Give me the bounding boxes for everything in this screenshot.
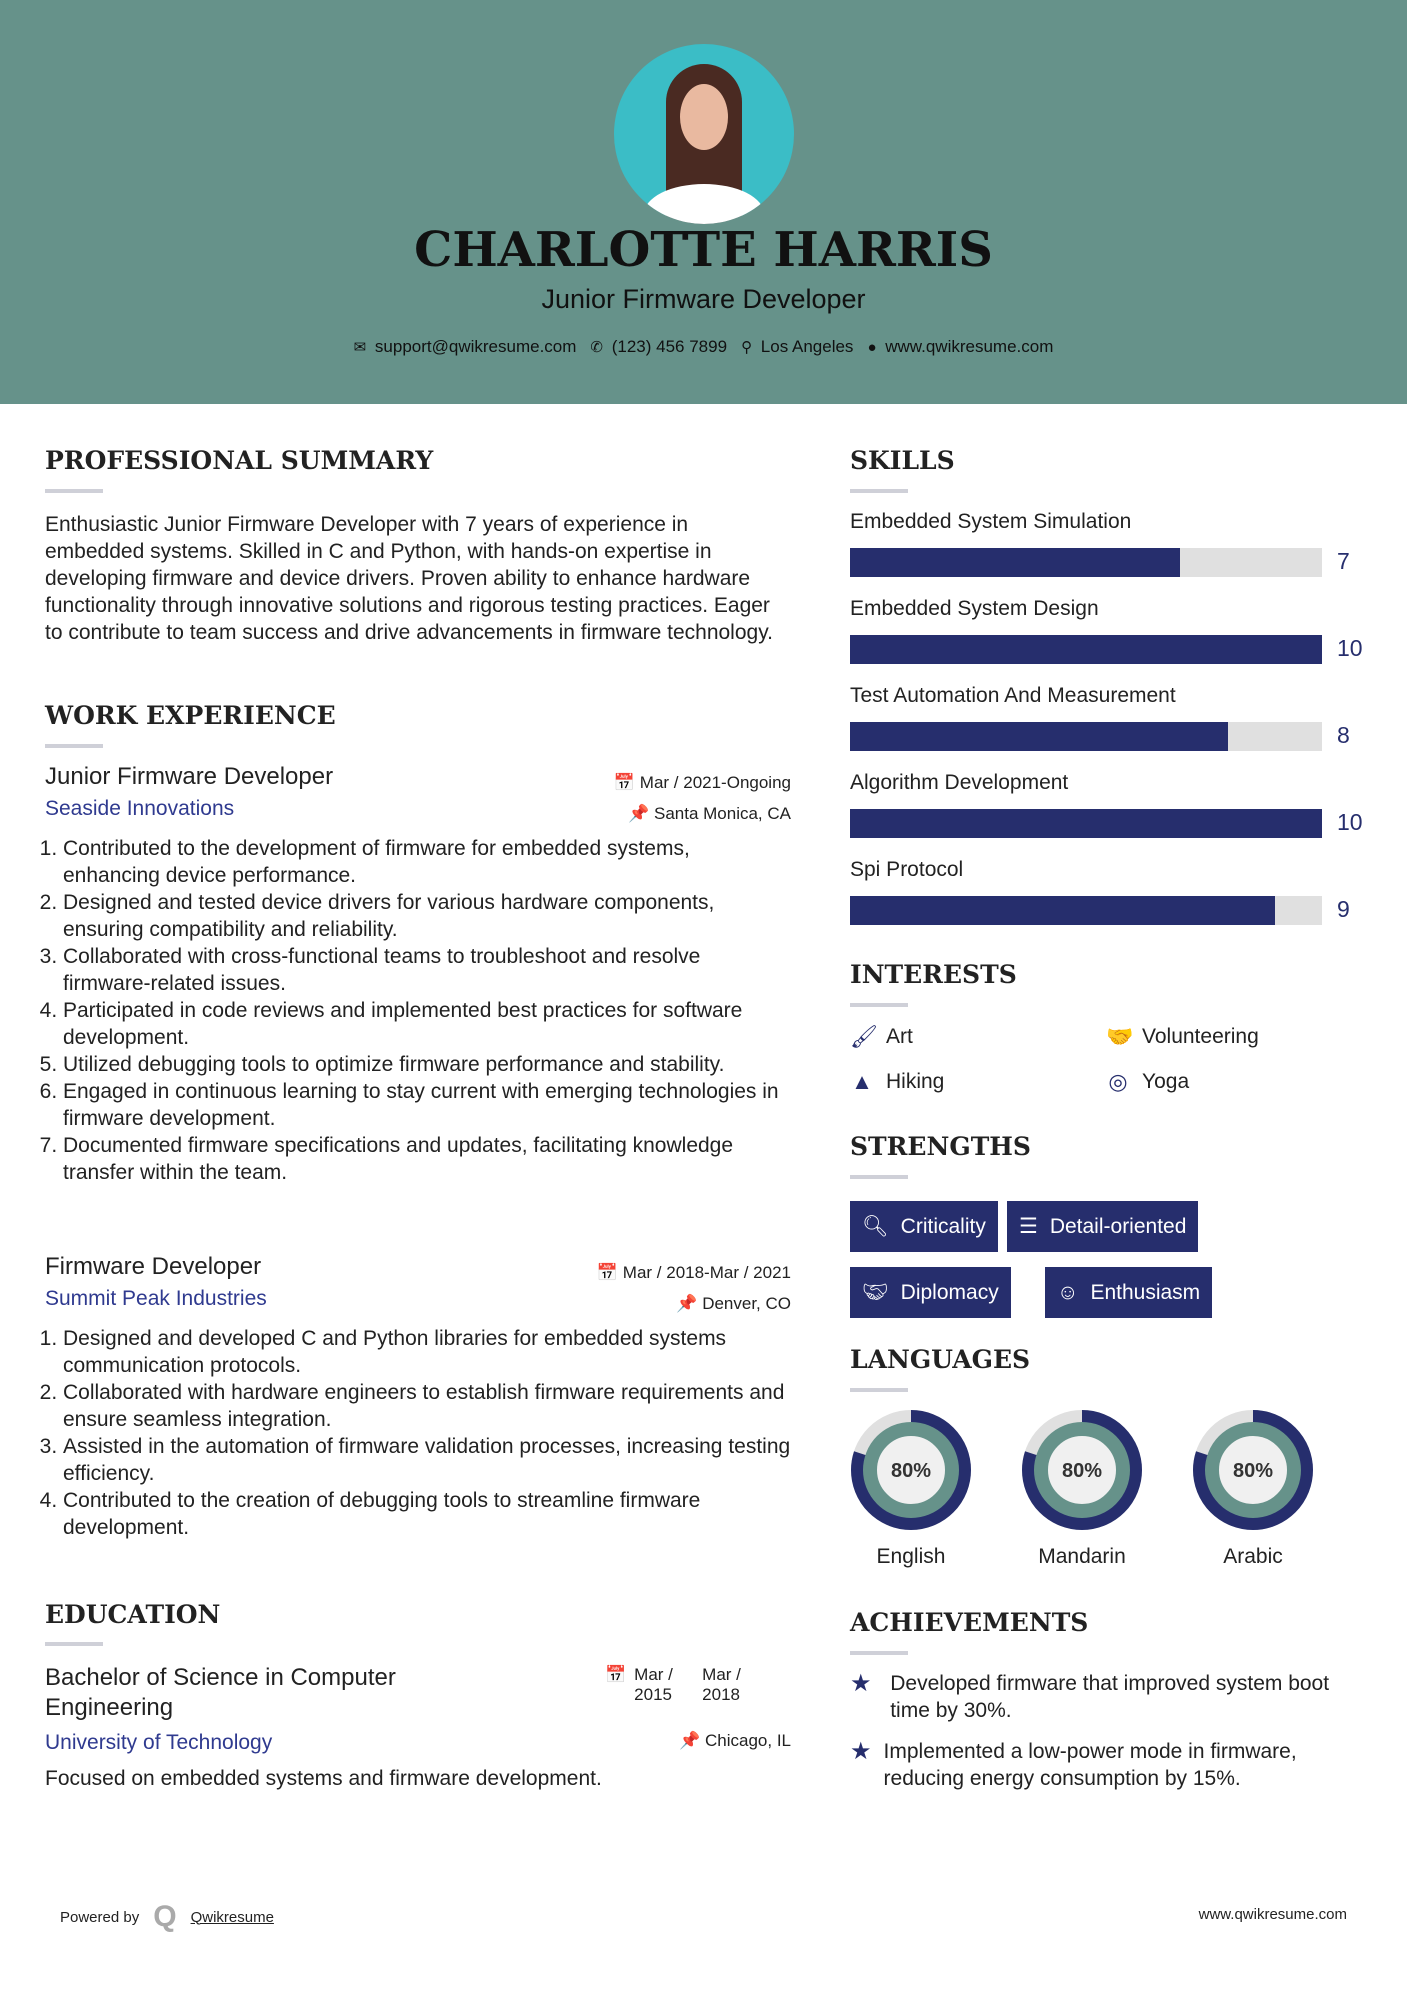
strengths-list: [850, 1201, 1360, 1321]
footer-brand: [60, 1900, 274, 1934]
list-item: 2. Designed and tested device drivers for various hardware components, ensuring compatibility and reliability.: [63, 889, 791, 943]
strength-tag: [850, 1201, 998, 1252]
footer-site[interactable]: www.qwikresume.com: [1198, 1906, 1347, 1923]
interest-item: [1106, 1069, 1189, 1095]
skill-value: 7: [1337, 548, 1350, 574]
email-link[interactable]: support@qwikresume.com: [374, 337, 577, 356]
interests-list: [850, 1024, 1360, 1104]
heading-rule: [850, 1003, 908, 1007]
pin-icon: 📌: [676, 1294, 698, 1313]
list-item: 5. Utilized debugging tools to optimize firmware performance and stability.: [63, 1051, 791, 1078]
smile-icon: ☺: [1057, 1280, 1079, 1304]
language-name: Arabic: [1223, 1545, 1283, 1568]
skill-label: Algorithm Development: [850, 771, 1069, 794]
skill-bar-fill: [850, 635, 1322, 664]
summary-heading: PROFESSIONAL SUMMARY: [45, 446, 434, 475]
resume-header: [0, 0, 1407, 404]
achievement-item: [850, 1670, 1360, 1724]
pin-icon: 📌: [679, 1731, 701, 1750]
language-percent: 80%: [890, 1460, 932, 1482]
skill-bar: [850, 809, 1322, 838]
skill-bar: [850, 548, 1322, 577]
lifering-icon: ◎: [1108, 1069, 1128, 1094]
skill-value: 10: [1337, 635, 1363, 661]
language-donut: [1192, 1409, 1314, 1531]
language-percent: 80%: [1061, 1460, 1103, 1482]
list-item: 4. Contributed to the creation of debugging tools to streamline firmware development.: [63, 1487, 791, 1541]
handshake-icon: 🤝: [1106, 1024, 1134, 1049]
skills-list: [850, 510, 1363, 930]
education-heading: EDUCATION: [45, 1600, 221, 1629]
skill-bar-fill: [850, 896, 1275, 925]
candidate-title: Junior Firmware Developer: [541, 284, 866, 314]
education-entry: [45, 1663, 791, 1792]
envelope-icon: ✉: [353, 339, 367, 356]
phone-icon: ✆: [590, 339, 603, 356]
list-item: 1. Contributed to the development of firmware for embedded systems, enhancing device performance.: [63, 835, 791, 889]
list-item: 4. Participated in code reviews and implemented best practices for software development.: [63, 997, 791, 1051]
interest-label: Hiking: [886, 1070, 945, 1093]
language-item: [850, 1409, 972, 1569]
website-link[interactable]: www.qwikresume.com: [885, 337, 1054, 356]
skill-label: Test Automation And Measurement: [850, 684, 1176, 707]
heading-rule: [45, 489, 103, 493]
strength-tag: [1007, 1201, 1198, 1252]
calendar-icon: 📅: [613, 773, 636, 792]
interest-label: Art: [886, 1025, 913, 1048]
strength-label: Detail-oriented: [1049, 1214, 1187, 1238]
pin-icon: 📌: [628, 804, 650, 823]
interest-item: [850, 1024, 913, 1050]
list-item: 3. Collaborated with cross-functional teams to troubleshoot and resolve firmware-related issues.: [63, 943, 791, 997]
school-name: University of Technology: [45, 1731, 273, 1754]
strength-tag: [850, 1267, 1011, 1318]
contact-bar: [0, 337, 1407, 357]
heading-rule: [45, 1642, 103, 1646]
list-item: 7. Documented firmware specifications and updates, facilitating knowledge transfer within the team.: [63, 1132, 791, 1186]
achievement-text: Implemented a low-power mode in firmware, reducing energy consumption by 15%.: [883, 1740, 1297, 1790]
strength-label: Criticality: [900, 1214, 986, 1238]
qwikresume-logo-icon: Q: [153, 1900, 177, 1933]
interest-label: Volunteering: [1142, 1025, 1259, 1048]
summary-text: Enthusiastic Junior Firmware Developer with 7 years of experience in embedded systems. Skilled in C and Python, with hands-on expertise in developing firmware and device drivers. Proven ability to enhance hardware functionality through innovative solutions and rigorous testing practices. Eager to contribute to team success and drive advancements in firmware technology.: [45, 513, 773, 644]
achievements-list: [850, 1670, 1360, 1830]
language-name: Mandarin: [1038, 1545, 1126, 1568]
skill-label: Spi Protocol: [850, 858, 964, 881]
skill-bar: [850, 722, 1322, 751]
list-item: 6. Engaged in continuous learning to stay current with emerging technologies in firmware development.: [63, 1078, 791, 1132]
achievements-heading: ACHIEVEMENTS: [850, 1608, 1089, 1637]
skill-value: 8: [1337, 722, 1350, 748]
edu-end: Mar / 2018: [702, 1665, 741, 1704]
company-name: Summit Peak Industries: [45, 1287, 267, 1310]
heading-rule: [850, 1175, 908, 1179]
language-percent: 80%: [1232, 1460, 1274, 1482]
skill-bar: [850, 896, 1322, 925]
skill-label: Embedded System Simulation: [850, 510, 1132, 533]
company-name: Seaside Innovations: [45, 797, 235, 820]
phone-text: (123) 456 7899: [611, 337, 728, 356]
skill-bar-fill: [850, 809, 1322, 838]
skill-value: 10: [1337, 809, 1363, 835]
skill-bar-fill: [850, 548, 1180, 577]
map-pin-icon: ⚲: [741, 339, 753, 356]
list-icon: ☰: [1019, 1215, 1038, 1238]
calendar-icon: 📅: [605, 1665, 627, 1684]
strength-tag: [1045, 1267, 1212, 1318]
language-item: [1021, 1409, 1143, 1569]
interests-heading: INTERESTS: [850, 960, 1017, 989]
powered-by-text: Powered by: [60, 1908, 140, 1926]
skill-bar: [850, 635, 1322, 664]
interest-item: [1106, 1024, 1259, 1050]
heading-rule: [850, 1651, 908, 1655]
candidate-name: CHARLOTTE HARRIS: [414, 222, 993, 278]
heading-rule: [850, 1388, 908, 1392]
interest-label: Yoga: [1142, 1070, 1190, 1093]
paintbrush-icon: 🖌: [850, 1024, 878, 1049]
job-title: Firmware Developer: [45, 1253, 262, 1280]
location-text: Los Angeles: [760, 337, 854, 356]
language-donut: [850, 1409, 972, 1531]
skills-heading: SKILLS: [850, 446, 955, 475]
star-icon: ★: [850, 1670, 872, 1697]
strength-label: Diplomacy: [900, 1280, 999, 1304]
interest-item: [850, 1069, 944, 1095]
job-entry: [45, 763, 791, 1233]
list-item: 3. Assisted in the automation of firmware validation processes, increasing testing efficiency.: [63, 1433, 791, 1487]
list-item: 2. Collaborated with hardware engineers to establish firmware requirements and ensure seamless integration.: [63, 1379, 791, 1433]
globe-icon: ●: [867, 339, 877, 356]
languages-list: [850, 1409, 1360, 1584]
job-location: Denver, CO: [702, 1294, 791, 1313]
job-duties: [45, 835, 791, 1186]
skill-label: Embedded System Design: [850, 597, 1099, 620]
language-name: English: [876, 1545, 946, 1568]
languages-heading: LANGUAGES: [850, 1345, 1031, 1374]
strengths-heading: STRENGTHS: [850, 1132, 1031, 1161]
skill-value: 9: [1337, 896, 1350, 922]
work-heading: WORK EXPERIENCE: [45, 701, 336, 730]
job-duties: [45, 1325, 791, 1541]
profile-photo: [614, 44, 794, 224]
heading-rule: [850, 489, 908, 493]
heading-rule: [45, 744, 103, 748]
job-location: Santa Monica, CA: [653, 804, 791, 823]
job-entry: [45, 1253, 791, 1541]
job-dates: Mar / 2021-Ongoing: [639, 773, 791, 792]
job-title: Junior Firmware Developer: [45, 763, 334, 790]
edu-start: Mar / 2015: [634, 1665, 673, 1704]
skill-bar-fill: [850, 722, 1228, 751]
language-donut: [1021, 1409, 1143, 1531]
job-dates: Mar / 2018-Mar / 2021: [622, 1263, 791, 1282]
tree-icon: ▲: [851, 1069, 873, 1094]
edu-location: Chicago, IL: [705, 1731, 791, 1750]
handshake-icon: 🤝︎: [862, 1280, 889, 1304]
degree: Bachelor of Science in Computer Engineering: [45, 1664, 396, 1721]
calendar-icon: 📅: [596, 1263, 619, 1282]
search-icon: 🔍︎: [862, 1214, 889, 1238]
star-icon: ★: [850, 1738, 872, 1765]
language-item: [1192, 1409, 1314, 1569]
education-text: Focused on embedded systems and firmware development.: [45, 1767, 602, 1790]
achievement-item: [850, 1738, 1360, 1792]
achievement-text: Developed firmware that improved system boot time by 30%.: [890, 1672, 1330, 1722]
brand-link[interactable]: Qwikresume: [190, 1908, 274, 1926]
strength-label: Enthusiasm: [1090, 1280, 1201, 1304]
list-item: 1. Designed and developed C and Python libraries for embedded systems communication protocols.: [63, 1325, 791, 1379]
